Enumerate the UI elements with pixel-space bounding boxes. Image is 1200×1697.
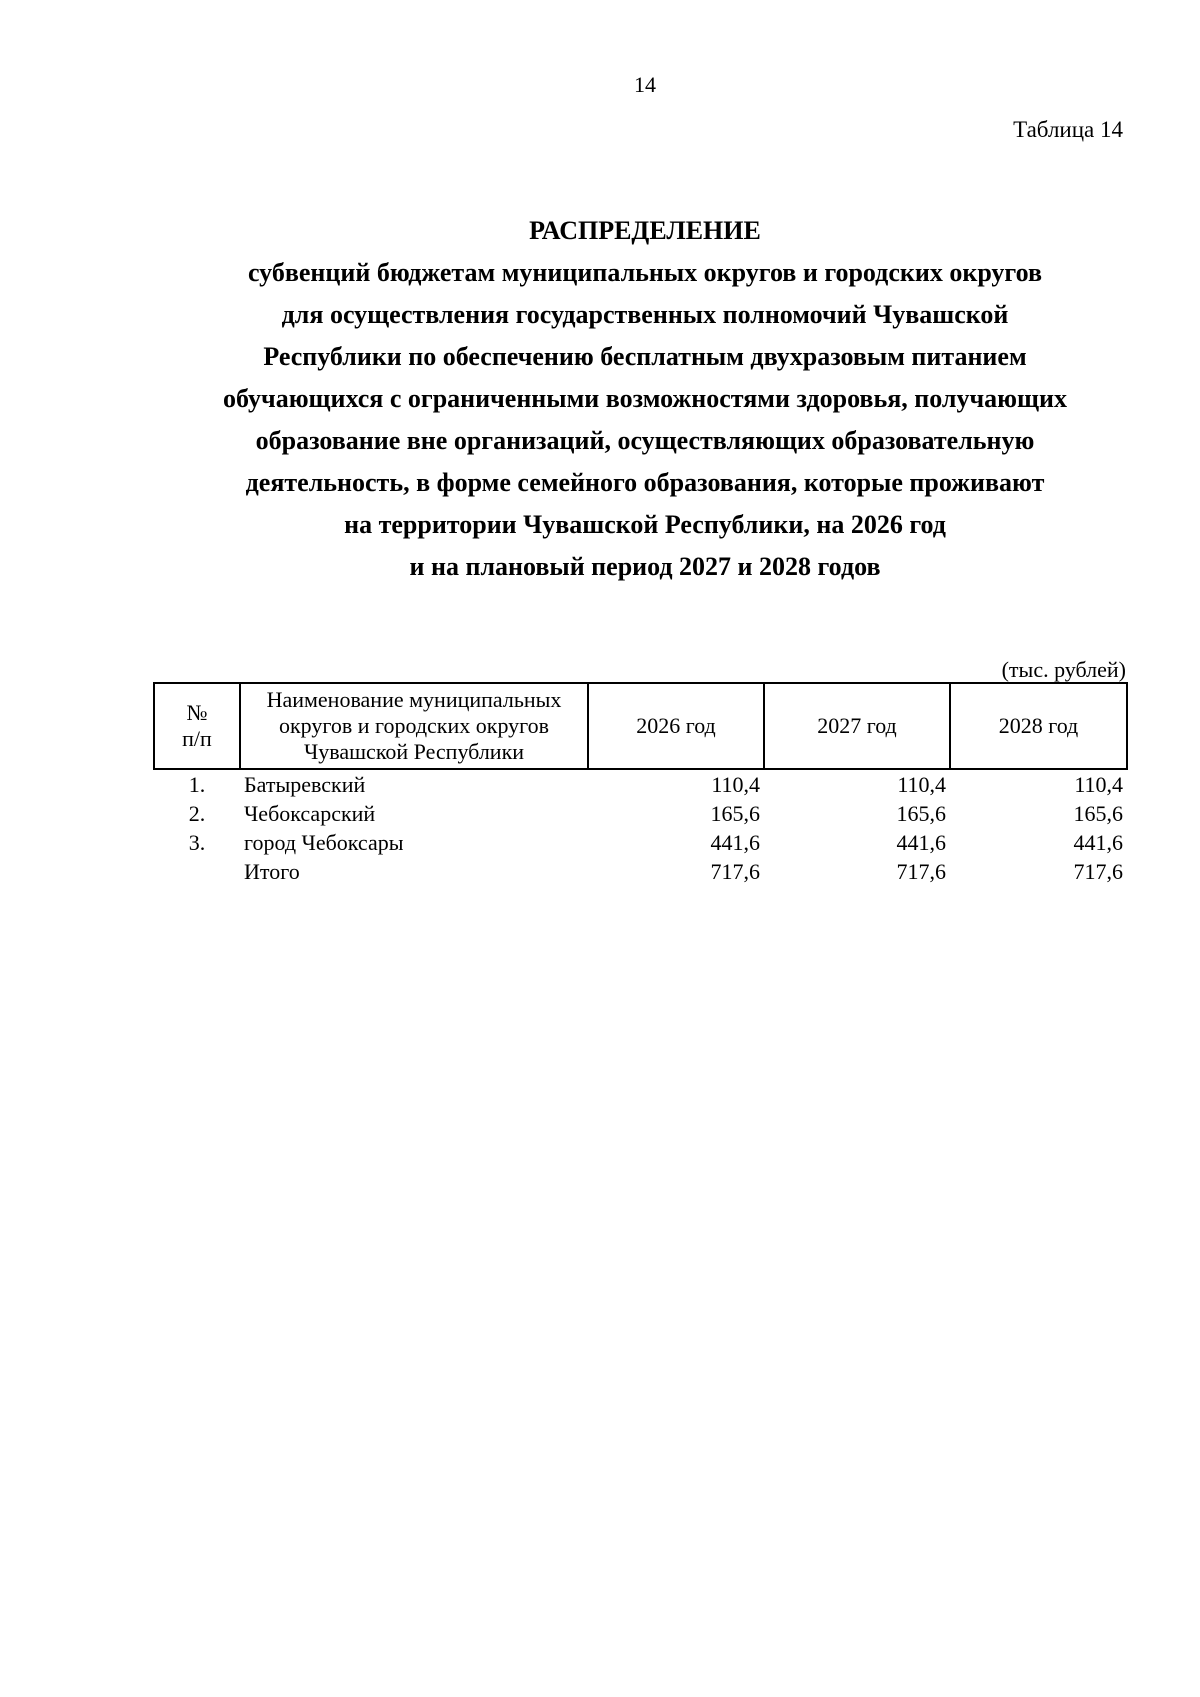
title-line: РАСПРЕДЕЛЕНИЕ: [529, 216, 761, 245]
header-num-line: №: [186, 700, 208, 725]
title-line: субвенций бюджетам муниципальных округов и городских округов: [247, 258, 1042, 287]
row-value-2026: 441,6: [710, 830, 760, 855]
row-value-2026: 110,4: [711, 772, 760, 797]
table-row: [154, 828, 1127, 857]
header-2026: 2026 год: [588, 683, 764, 769]
header-2028: 2028 год: [950, 683, 1127, 769]
header-name-line: Чувашской Республики: [303, 739, 525, 764]
row-name: город Чебоксары: [244, 830, 404, 855]
row-value-2026: 717,6: [710, 859, 760, 884]
header-num-line: п/п: [182, 726, 212, 751]
title-line: деятельность, в форме семейного образования, которые проживают: [245, 468, 1045, 497]
row-value-2028: 165,6: [1073, 801, 1123, 826]
table-total-row: [154, 857, 1127, 886]
row-number: 2.: [188, 801, 206, 826]
row-value-2027: 110,4: [897, 772, 946, 797]
row-value-2026: 165,6: [710, 801, 760, 826]
table-label: Таблица 14: [1013, 117, 1123, 142]
row-value-2028: 441,6: [1073, 830, 1123, 855]
title-line: для осуществления государственных полномочий Чувашской: [281, 300, 1009, 329]
units-label: (тыс. рублей): [1001, 657, 1126, 682]
title-line: и на плановый период 2027 и 2028 годов: [409, 552, 881, 581]
title-line: образование вне организаций, осуществляющих образовательную: [255, 426, 1035, 455]
title-line: на территории Чувашской Республики, на 2026 год: [344, 510, 946, 539]
row-value-2028: 717,6: [1073, 859, 1123, 884]
title-line: Республики по обеспечению бесплатным двухразовым питанием: [263, 342, 1027, 371]
row-name: Батыревский: [244, 772, 366, 797]
row-name: Чебоксарский: [244, 801, 376, 826]
table-row: [154, 799, 1127, 828]
row-value-2027: 717,6: [896, 859, 946, 884]
header-name-line: округов и городских округов: [278, 713, 550, 738]
row-number: 1.: [188, 772, 206, 797]
subvention-table: [153, 682, 1128, 886]
document-title: [60, 210, 1200, 588]
header-name: [240, 683, 588, 769]
table-row: [154, 769, 1127, 799]
page-number: 14: [634, 72, 656, 97]
header-name-line: Наименование муниципальных: [266, 687, 562, 712]
row-number: 3.: [188, 830, 206, 855]
row-value-2027: 165,6: [896, 801, 946, 826]
row-value-2028: 110,4: [1074, 772, 1123, 797]
header-2027: 2027 год: [764, 683, 950, 769]
row-name: Итого: [244, 859, 300, 884]
table-header-row: [154, 683, 1127, 769]
title-line: обучающихся с ограниченными возможностями здоровья, получающих: [223, 384, 1067, 413]
row-number: [154, 857, 240, 886]
row-value-2027: 441,6: [896, 830, 946, 855]
header-num: [154, 683, 240, 769]
